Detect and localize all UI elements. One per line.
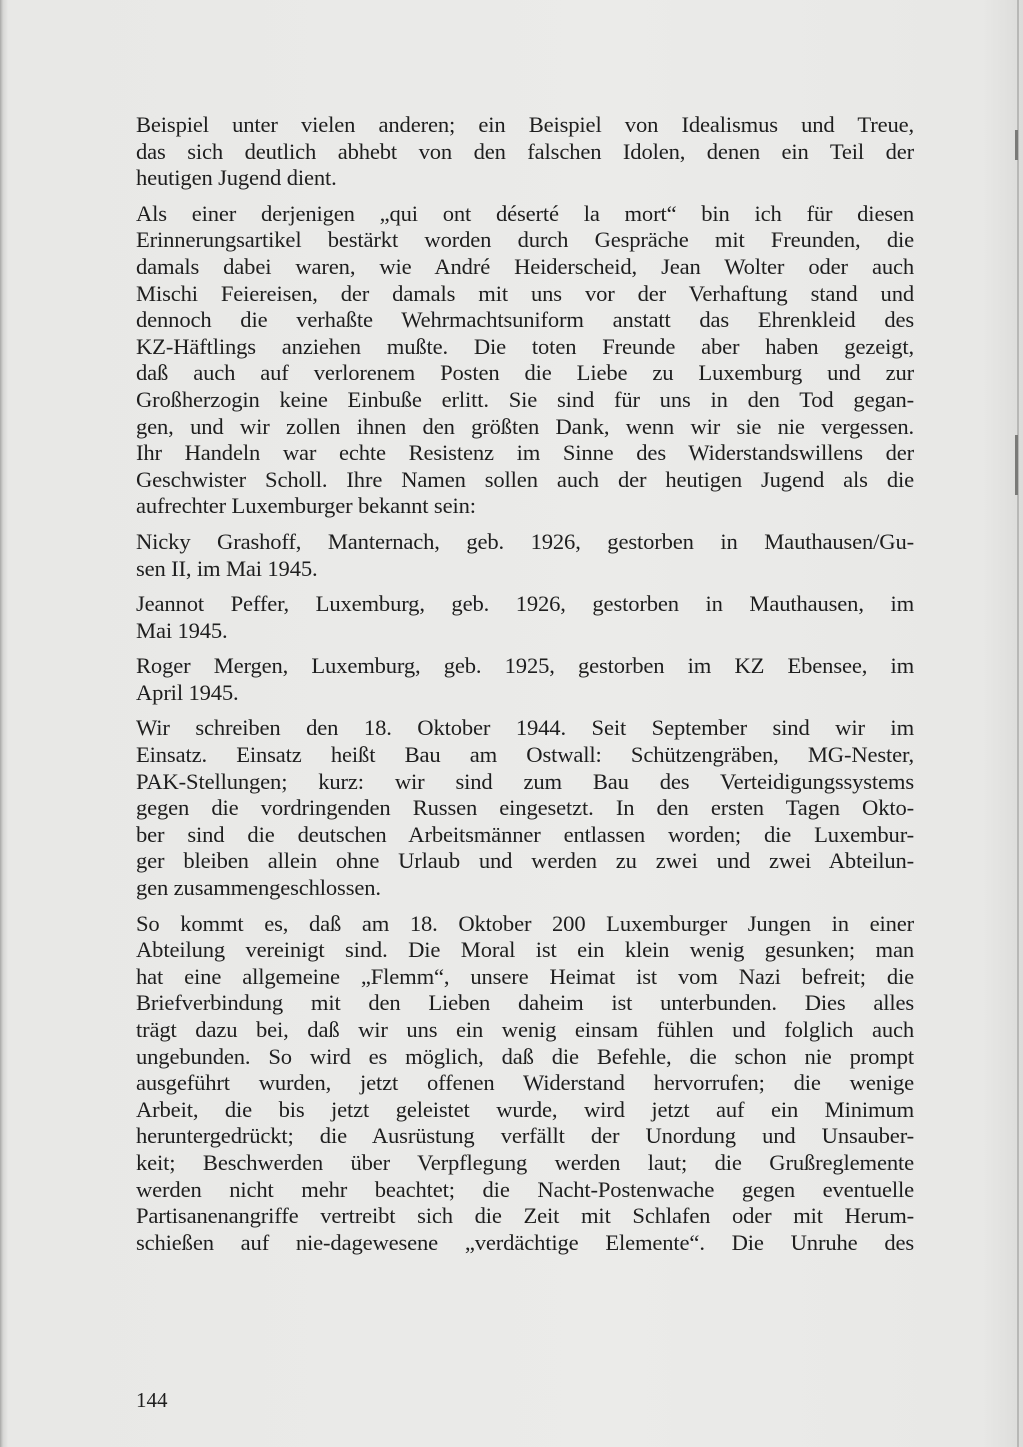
page-edge-mark (1015, 130, 1018, 160)
text-line: Beispiel unter vielen anderen; ein Beispiel von Idealismus und Treue, (136, 112, 914, 137)
text-line: So kommt es, daß am 18. Oktober 200 Luxemburger Jungen in einer (136, 910, 914, 936)
text-line: Mischi Feiereisen, der damals mit uns vor der Verhaftung stand und (136, 280, 914, 306)
text-line: ger bleiben allein ohne Urlaub und werden zu zwei und zwei Abteilun- (136, 848, 914, 874)
text-line: Abteilung vereinigt sind. Die Moral ist ein klein wenig gesunken; man (136, 937, 914, 963)
text-line: das sich deutlich abhebt von den falschen Idolen, denen ein Teil der (136, 138, 914, 164)
text-line: Mai 1945. (136, 617, 228, 643)
text-line: gen zusammengeschlossen. (136, 875, 381, 901)
text-line: PAK-Stellungen; kurz: wir sind zum Bau des Verteidigungssystems (136, 768, 914, 794)
page-edge (1017, 0, 1019, 1447)
text-line: Erinnerungsartikel bestärkt worden durch Gespräche mit Freunden, die (136, 227, 914, 253)
text-line: KZ-Häftlings anziehen mußte. Die toten Freunde aber haben gezeigt, (136, 333, 914, 359)
text-line: Ihr Handeln war echte Resistenz im Sinne des Widerstandswillens der (136, 440, 914, 466)
text-line: keit; Beschwerden über Verpflegung werden laut; die Grußreglemente (136, 1149, 914, 1175)
body-text (136, 112, 914, 1265)
text-line: Einsatz. Einsatz heißt Bau am Ostwall: Schützengräben, MG-Nester, (136, 742, 914, 768)
text-line: gegen die vordringenden Russen eingesetzt. In den ersten Tagen Okto- (136, 795, 914, 821)
text-line: ungebunden. So wird es möglich, daß die Befehle, die schon nie prompt (136, 1043, 914, 1069)
text-line: hat eine allgemeine „Flemm“, unsere Heimat ist vom Nazi befreit; die (136, 963, 914, 989)
text-line: Wir schreiben den 18. Oktober 1944. Seit September sind wir im (136, 715, 914, 741)
text-line: daß auch auf verlorenem Posten die Liebe zu Luxemburg und zur (136, 360, 914, 386)
text-line: Nicky Grashoff, Manternach, geb. 1926, gestorben in Mauthausen/Gu- (136, 528, 914, 554)
paragraph (136, 112, 914, 192)
text-line: schießen auf nie-dagewesene „verdächtige Elemente“. Die Unruhe des (136, 1229, 914, 1255)
text-line: ausgeführt wurden, jetzt offenen Widerstand hervorrufen; die wenige (136, 1070, 914, 1096)
paragraph (136, 201, 914, 520)
text-line: heruntergedrückt; die Ausrüstung verfällt der Unordung und Unsauber- (136, 1123, 914, 1149)
text-line: gen, und wir zollen ihnen den größten Dank, wenn wir sie nie vergessen. (136, 413, 914, 439)
paragraph (136, 715, 914, 901)
text-line: Großherzogin keine Einbuße erlitt. Sie sind für uns in den Tod gegan- (136, 386, 914, 412)
paragraph (136, 653, 914, 706)
paragraph (136, 911, 914, 1257)
text-line: Roger Mergen, Luxemburg, geb. 1925, gestorben im KZ Ebensee, im (136, 653, 914, 679)
paragraph (136, 529, 914, 582)
text-line: April 1945. (136, 679, 239, 705)
text-line: werden nicht mehr beachtet; die Nacht-Postenwache gegen eventuelle (136, 1176, 914, 1202)
text-line: trägt dazu bei, daß wir uns ein wenig einsam fühlen und folglich auch (136, 1017, 914, 1042)
page-number: 144 (136, 1388, 168, 1412)
page-edge-mark (1015, 435, 1018, 495)
text-line: ber sind die deutschen Arbeitsmänner entlassen worden; die Luxembur- (136, 821, 914, 847)
text-line: heutigen Jugend dient. (136, 165, 337, 191)
text-line: Als einer derjenigen „qui ont déserté la mort“ bin ich für diesen (136, 200, 914, 226)
text-line: Geschwister Scholl. Ihre Namen sollen auch der heutigen Jugend als die (136, 466, 914, 492)
text-line: aufrechter Luxemburger bekannt sein: (136, 493, 476, 519)
text-line: Partisanenangriffe vertreibt sich die Zeit mit Schlafen oder mit Herum- (136, 1203, 914, 1229)
text-line: Jeannot Peffer, Luxemburg, geb. 1926, gestorben in Mauthausen, im (136, 591, 914, 617)
text-line: Briefverbindung mit den Lieben daheim ist unterbunden. Dies alles (136, 990, 914, 1016)
text-line: Arbeit, die bis jetzt geleistet wurde, wird jetzt auf ein Minimum (136, 1096, 914, 1122)
text-line: damals dabei waren, wie André Heiderscheid, Jean Wolter oder auch (136, 253, 914, 279)
text-line: dennoch die verhaßte Wehrmachtsuniform anstatt das Ehrenkleid des (136, 307, 914, 333)
paragraph (136, 591, 914, 644)
text-line: sen II, im Mai 1945. (136, 555, 318, 581)
